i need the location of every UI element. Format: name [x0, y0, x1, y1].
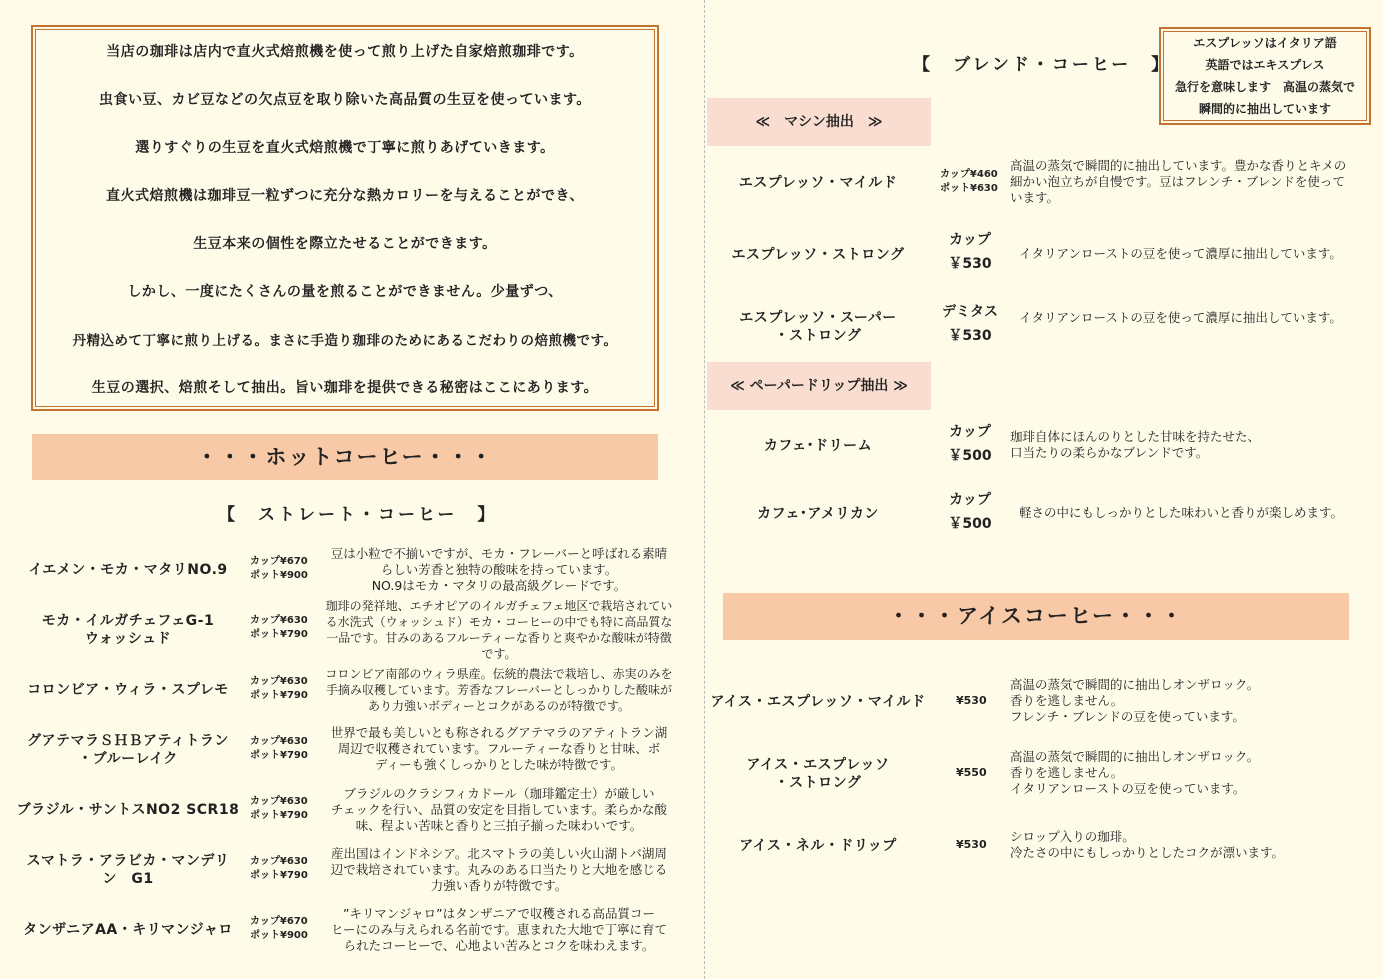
espresso-note-box — [1159, 27, 1371, 125]
item-name: グアテマラＳＨＢアティトラン ・ブルーレイク — [27, 733, 229, 767]
item-description: イタリアンローストの豆を使って濃厚に抽出しています。 — [1019, 246, 1342, 261]
paper-drip-tag: ≪ ペーパードリップ抽出 ≫ — [707, 362, 931, 410]
price: ¥530 — [956, 838, 987, 851]
price: カップ ￥500 — [948, 492, 992, 532]
item-description: コロンビア南部のウィラ県産。伝統的農法で栽培し、赤実のみを 手摘み収穫しています。芳香なフレーバーとしっかりした酸味が あり力強いボディーとコクがあるのが特徴です。 — [325, 667, 673, 713]
item-description: 豆は小粒で不揃いですが、モカ・フレーバーと呼ばれる素晴 らしい芳香と独特の酸味を持っています。 NO.9はモカ・マタリの最高級グレードです。 — [330, 546, 668, 593]
intro-line: 生豆の選択、焙煎そして抽出。旨い珈琲を提供できる秘密はここにあります。 — [91, 380, 599, 396]
blend-coffee-title: 【 ブレンド・コーヒー 】 — [913, 55, 1172, 75]
item-description: 軽さの中にもしっかりとした味わいと香りが楽しめます。 — [1019, 505, 1344, 520]
item-name: スマトラ・アラビカ・マンデリ ン G1 — [26, 853, 230, 887]
item-description: イタリアンローストの豆を使って濃厚に抽出しています。 — [1019, 310, 1342, 325]
pot-price: ポット¥790 — [250, 810, 308, 821]
item-name: アイス・エスプレッソ・マイルド — [710, 694, 926, 710]
item-description: ”キリマンジャロ”はタンザニアで収穫される高品質コー ヒーにのみ与えられる名前です。恵まれた大地で丁寧に育て られたコーヒーで、心地よい苦みとコクを味わえます。 — [330, 906, 667, 953]
straight-coffee-title: 【 ストレート・コーヒー 】 — [218, 505, 498, 525]
item-description: 産出国はインドネシア。北スマトラの美しい火山湖トバ湖周 辺で栽培されています。丸みのある口当たりと大地を感じる 力強い香りが特徴です。 — [330, 846, 668, 893]
item-name: イエメン・モカ・マタリNO.9 — [28, 562, 228, 578]
intro-line: 直火式焙煎機は珈琲豆一粒ずつに充分な熱カロリーを与えることができ、 — [106, 188, 584, 204]
item-description: 珈琲自体にほんのりとした甘味を持たせた、 口当たりの柔らかなブレンドです。 — [1010, 429, 1261, 460]
item-name: エスプレッソ・マイルド — [738, 175, 898, 191]
note-line: 英語ではエキスプレス — [1205, 58, 1325, 72]
price: ¥550 — [956, 766, 987, 779]
item-name: エスプレッソ・スーパー ・ストロング — [739, 310, 897, 344]
item-description: 高温の蒸気で瞬間的に抽出しオンザロック。 香りを逃しません。 イタリアンローストの豆を使っています。 — [1010, 749, 1260, 796]
pot-price: ポット¥790 — [250, 870, 308, 881]
price: カップ ￥530 — [948, 232, 992, 272]
pot-price: ポット¥630 — [940, 183, 998, 194]
intro-line: 生豆本来の個性を際立たせることができます。 — [193, 236, 497, 252]
item-name: エスプレッソ・ストロング — [731, 247, 905, 263]
intro-box — [31, 25, 659, 411]
note-line: エスプレッソはイタリア語 — [1193, 36, 1337, 50]
page-divider — [704, 0, 705, 979]
item-name: ブラジル・サントスNO2 SCR18 — [16, 802, 240, 818]
hot-coffee-banner: ・・・ホットコーヒー・・・ — [32, 434, 658, 480]
item-description: 世界で最も美しいとも称されるグアテマラのアティトラン湖 周辺で収穫されています。フルーティーな香りと甘味、ボ ディーも強くしっかりとした味が特徴です。 — [330, 725, 668, 772]
item-name: カフェ･アメリカン — [757, 506, 879, 522]
item-description: 高温の蒸気で瞬間的に抽出しオンザロック。 香りを逃しません。 フレンチ・ブレンドの豆を使っています。 — [1010, 677, 1260, 724]
intro-line: しかし、一度にたくさんの量を煎ることができません。少量ずつ、 — [127, 284, 563, 300]
item-name: アイス・エスプレッソ ・ストロング — [746, 757, 890, 791]
cup-price: カップ¥630 — [250, 615, 308, 626]
price: ¥530 — [956, 694, 987, 707]
item-description: 珈琲の発祥地、エチオピアのイルガチェフェ地区で栽培されてい る水洗式（ウォッシュド）モカ・コーヒーの中でも特に高品質な 一品です。甘みのあるフルーティーな香りと爽やかな酸味が特徴 です。 — [325, 599, 673, 661]
pot-price: ポット¥790 — [250, 629, 308, 640]
note-line: 瞬間的に抽出しています — [1198, 102, 1331, 116]
cup-price: カップ¥630 — [250, 736, 308, 747]
price: デミタス ￥530 — [942, 304, 998, 344]
pot-price: ポット¥790 — [250, 690, 308, 701]
item-name: カフェ･ドリーム — [763, 438, 873, 454]
ice-coffee-banner: ・・・アイスコーヒー・・・ — [723, 593, 1349, 640]
intro-line: 当店の珈琲は店内で直火式焙煎機を使って煎り上げた自家焙煎珈琲です。 — [106, 44, 584, 60]
item-name: コロンビア・ウィラ・スプレモ — [27, 682, 229, 698]
machine-extraction-tag: ≪ マシン抽出 ≫ — [707, 98, 931, 146]
item-description: 高温の蒸気で瞬間的に抽出しています。豊かな香りとキメの 細かい泡立ちが自慢です。豆はフレンチ・ブレンドを使って います。 — [1010, 158, 1347, 205]
cup-price: カップ¥460 — [940, 169, 998, 180]
item-name: モカ・イルガチェフェG-1 ウォッシュド — [41, 613, 215, 647]
cup-price: カップ¥630 — [250, 796, 308, 807]
item-description: シロップ入りの珈琲。 冷たさの中にもしっかりとしたコクが漂います。 — [1010, 829, 1285, 860]
pot-price: ポット¥900 — [250, 570, 308, 581]
note-line: 急行を意味します 高温の蒸気で — [1174, 80, 1355, 94]
pot-price: ポット¥790 — [250, 750, 308, 761]
cup-price: カップ¥630 — [250, 676, 308, 687]
intro-line: 選りすぐりの生豆を直火式焙煎機で丁寧に煎りあげていきます。 — [135, 140, 555, 156]
item-description: ブラジルのクラシフィカドール（珈琲鑑定士）が厳しい チェックを行い、品質の安定を目指しています。柔らかな酸 味、程よい苦味と香りと三拍子揃った味わいです。 — [330, 786, 668, 833]
intro-line: 丹精込めて丁寧に煎り上げる。まさに手造り珈琲のためにあるこだわりの焙煎機です。 — [72, 333, 618, 349]
price: カップ ￥500 — [948, 424, 992, 464]
cup-price: カップ¥630 — [250, 856, 308, 867]
cup-price: カップ¥670 — [250, 556, 308, 567]
item-name: アイス・ネル・ドリップ — [739, 838, 897, 854]
intro-line: 虫食い豆、カビ豆などの欠点豆を取り除いた高品質の生豆を使っています。 — [99, 92, 591, 108]
item-name: タンザニアAA・キリマンジャロ — [23, 922, 233, 938]
cup-price: カップ¥670 — [250, 916, 308, 927]
pot-price: ポット¥900 — [250, 930, 308, 941]
